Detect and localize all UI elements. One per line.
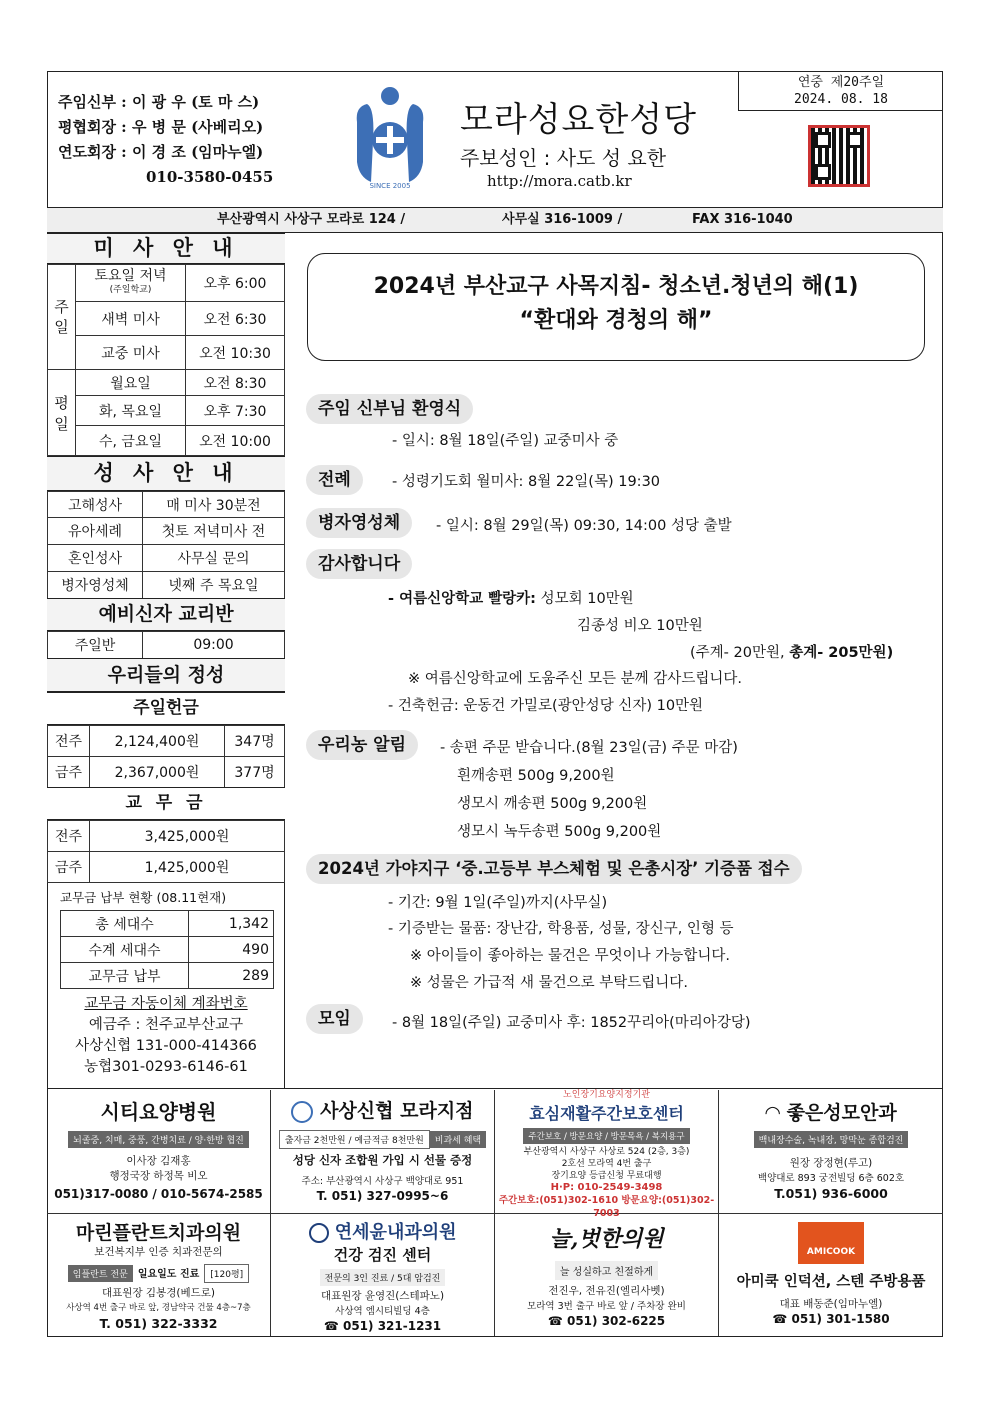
sacrament-title: 성 사 안 내	[47, 456, 285, 491]
account-holder: 예금주 : 천주교부산교구	[88, 1017, 244, 1033]
header-clergy	[58, 90, 273, 190]
dues-status-title: 교무금 납부 현황 (08.11현재)	[60, 890, 227, 905]
catechumen-table	[47, 631, 285, 659]
liturgy-heading: 전례	[306, 465, 363, 495]
thanks-line: - 여름신앙학교 빨랑카: 성모회 10만원	[388, 591, 634, 607]
sacrament-name: 고해성사	[48, 492, 143, 518]
date-box	[738, 71, 943, 111]
ad-internal-medicine[interactable]: 연세윤내과의원 건강 검진 센터 전문의 3인 진료 / 5대 암검진 대표원장 윤영진(스테파노) 사상역 엠시티빌딩 4층 ☎ 051) 321-1231	[271, 1214, 495, 1336]
parish-url[interactable]: http://mora.catb.kr	[487, 172, 632, 190]
patron-saint: 주보성인 : 사도 성 요한	[460, 146, 667, 170]
header-phone: 010-3580-0455	[146, 168, 274, 186]
banner-line-1: 2024년 부산교구 사목지침- 청소년.청년의 해(1)	[373, 274, 859, 299]
account-info	[47, 994, 285, 1078]
gaya-heading: 2024년 가야지구 ‘중.고등부 부스체험 및 은총시장’ 기증품 접수	[306, 854, 802, 884]
offering-label: 전주	[48, 726, 90, 757]
farm-item: 생모시 녹두송편 500g 9,200원	[457, 824, 662, 840]
ad-hyosim-center[interactable]: 노인장기요양지정기관 효심재활주간보호센터 주간보호 / 방문요양 / 방문목욕 / 복지용구 부산광역시 사상구 사상로 524 (2층, 3층) 2호선 모라역 4번 출구 장기요양 등급신청 무료대행 H·P: 010-2549-3498 주간보호:(051)302-1610 방문요양:(051)302-7003	[495, 1090, 719, 1213]
dues-amount: 1,425,000원	[90, 852, 285, 883]
status-label: 수계 세대수	[61, 937, 189, 963]
mass-table	[47, 264, 285, 456]
ad-dental-clinic[interactable]: 마린플란트치과의원 보건복지부 인증 치과전문의 임플란트 전문 일요일도 진료 [120평] 대표원장 김봉경(베드로) 사상역 4번 출구 바로 앞, 경남약국 건물 4층~7층 T. 051) 322-3332	[47, 1214, 271, 1336]
mass-time: 오전 6:30	[186, 302, 285, 336]
mass-row: 교중 미사	[76, 336, 186, 370]
offering-count: 347명	[225, 726, 285, 757]
sacrament-name: 병자영성체	[48, 572, 143, 599]
sunday-offering-title: 주일헌금	[47, 692, 285, 725]
offering-amount: 2,367,000원	[90, 757, 225, 788]
sunday-offering-table	[47, 725, 285, 788]
association-line: 연도회장 : 이 경 조 (임마누엘)	[58, 143, 264, 161]
catechumen-time: 09:00	[143, 632, 285, 659]
thanks-line: 김종성 비오 10만원	[577, 618, 703, 634]
sacrament-name: 혼인성사	[48, 545, 143, 572]
status-value: 1,342	[189, 911, 274, 937]
address-bar	[47, 207, 943, 233]
parish-title: 모라성요한성당	[460, 100, 697, 140]
welcome-text: - 일시: 8월 18일(주일) 교중미사 중	[392, 433, 619, 449]
mass-time: 오전 10:30	[186, 336, 285, 370]
ad-eye-clinic[interactable]: ◠ 좋은성모안과 백내장수술, 녹내장, 망막눈 종합검진 원장 장정현(루고) 백양대로 893 궁전빌딩 6층 602호 T.051) 936-6000	[719, 1090, 943, 1213]
farm-item: 흰깨송편 500g 9,200원	[457, 768, 615, 784]
sacrament-value: 넷째 주 목요일	[143, 572, 285, 599]
welcome-heading: 주임 신부님 환영식	[306, 394, 473, 424]
mass-time: 오전 10:00	[186, 426, 285, 456]
sacrament-value: 첫토 저녁미사 전	[143, 518, 285, 545]
parish-address: 부산광역시 사상구 모라로 124 /	[217, 212, 406, 227]
mass-row: 새벽 미사	[76, 302, 186, 336]
building-fund: - 건축헌금: 운동건 가밀로(광안성당 신자) 10만원	[388, 698, 704, 714]
amicook-logo: AMICOOK	[798, 1222, 864, 1264]
status-value: 490	[189, 937, 274, 963]
sacrament-name: 유아세례	[48, 518, 143, 545]
banner-line-2: “환대와 경청의 해”	[519, 308, 713, 333]
thanks-total: (주계- 20만원, 총계- 205만원)	[690, 645, 894, 661]
offering-title: 우리들의 정성	[47, 658, 285, 692]
thanks-note: ※ 여름신앙학교에 도움주신 모든 분께 감사드립니다.	[408, 671, 742, 687]
parish-logo	[345, 82, 435, 192]
offering-label: 금주	[48, 757, 90, 788]
account-title: 교무금 자동이체 계좌번호	[84, 996, 248, 1012]
gaya-line: - 기간: 9월 1일(주일)까지(사무실)	[388, 895, 608, 911]
priest-line: 주임신부 : 이 광 우 (토 마 스)	[58, 93, 260, 111]
credit-union-logo-icon	[291, 1101, 313, 1123]
thanks-heading: 감사합니다	[306, 549, 412, 579]
status-value: 289	[189, 963, 274, 989]
liturgical-week: 연중 제20주일	[797, 75, 885, 90]
account-number: 사상신협 131-000-414366	[75, 1038, 257, 1054]
mass-row: 화, 목요일	[76, 396, 186, 426]
weekday-label: 평일	[48, 370, 76, 456]
mass-title: 미 사 안 내	[47, 233, 285, 264]
sick-communion-text: - 일시: 8월 29일(목) 09:30, 14:00 성당 출발	[436, 518, 732, 534]
dues-label: 금주	[48, 852, 90, 883]
meeting-text: - 8월 18일(주일) 교중미사 후: 1852꾸리아(마리아강당)	[392, 1015, 751, 1031]
ad-oriental-clinic[interactable]: 늘,벗한의원 늘 성실하고 친절하게 전진우, 전유진(엘리사벳) 모라역 3번 출구 바로 앞 / 주차장 완비 ☎ 051) 302-6225	[495, 1214, 719, 1336]
dues-status-table	[60, 910, 274, 989]
offering-amount: 2,124,400원	[90, 726, 225, 757]
dues-amount: 3,425,000원	[90, 821, 285, 852]
gaya-line: ※ 아이들이 좋아하는 물건은 무엇이나 가능합니다.	[410, 948, 730, 964]
farm-text: - 송편 주문 받습니다.(8월 23일(금) 주문 마감)	[440, 740, 738, 756]
sacrament-value: 매 미사 30분전	[143, 492, 285, 518]
status-label: 교무금 납부	[61, 963, 189, 989]
bulletin-date: 2024. 08. 18	[794, 92, 888, 107]
ad-amicook[interactable]: AMICOOK 아미쿡 인덕션, 스텐 주방용품 대표 배동준(임마누엘) ☎ 051) 301-1580	[719, 1214, 943, 1336]
mass-time: 오전 8:30	[186, 370, 285, 396]
farm-item: 생모시 깨송편 500g 9,200원	[457, 796, 648, 812]
mass-row: 토요일 저녁 (주일학교)	[76, 265, 186, 302]
sunday-label: 주일	[48, 265, 76, 370]
sacrament-value: 사무실 문의	[143, 545, 285, 572]
dues-title: 교 무 금	[47, 787, 285, 820]
logo-since: SINCE 2005	[369, 182, 411, 190]
liturgy-text: - 성령기도회 월미사: 8월 22일(목) 19:30	[392, 474, 661, 490]
dues-label: 전주	[48, 821, 90, 852]
eye-logo-icon: ◠	[765, 1102, 780, 1124]
pastoral-banner	[307, 253, 925, 361]
status-label: 총 세대수	[61, 911, 189, 937]
catechumen-label: 주일반	[48, 632, 143, 659]
ad-sasang-credit-union[interactable]: 사상신협 모라지점 출자금 2천만원 / 예금적금 8천만원 비과세 혜택 성당 신자 조합원 가입 시 선물 증정 주소: 부산광역시 사상구 백양대로 951 T. 051) 327-0995~6	[271, 1090, 495, 1213]
fax-number: FAX 316-1040	[692, 212, 793, 227]
sick-communion-heading: 병자영성체	[306, 508, 412, 538]
office-phone: 사무실 316-1009 /	[502, 212, 623, 227]
mass-time: 오후 6:00	[186, 265, 285, 302]
dues-table	[47, 820, 285, 883]
mass-row: 수, 금요일	[76, 426, 186, 456]
gaya-line: ※ 성물은 가급적 새 물건으로 부탁드립니다.	[410, 975, 688, 991]
mass-time: 오후 7:30	[186, 396, 285, 426]
mass-row: 월요일	[76, 370, 186, 396]
ad-city-hospital[interactable]: 시티요양병원 뇌졸중, 치매, 중풍, 간병치료 / 양·한방 협진 이사장 김재홍 행정국장 하정목 비오 051)317-0080 / 010-5674-2585	[47, 1090, 271, 1213]
catechumen-title: 예비신자 교리반	[47, 598, 285, 631]
gaya-line: - 기증받는 물품: 장난감, 학용품, 성물, 장신구, 인형 등	[388, 921, 734, 937]
offering-count: 377명	[225, 757, 285, 788]
president-line: 평협회장 : 우 병 문 (사베리오)	[58, 118, 264, 136]
qr-code-icon[interactable]	[808, 125, 870, 187]
account-number: 농협301-0293-6146-61	[84, 1059, 248, 1075]
farm-heading: 우리농 알림	[306, 730, 418, 760]
meeting-heading: 모임	[306, 1004, 363, 1034]
clinic-logo-icon	[309, 1223, 329, 1243]
sacrament-table	[47, 491, 285, 599]
